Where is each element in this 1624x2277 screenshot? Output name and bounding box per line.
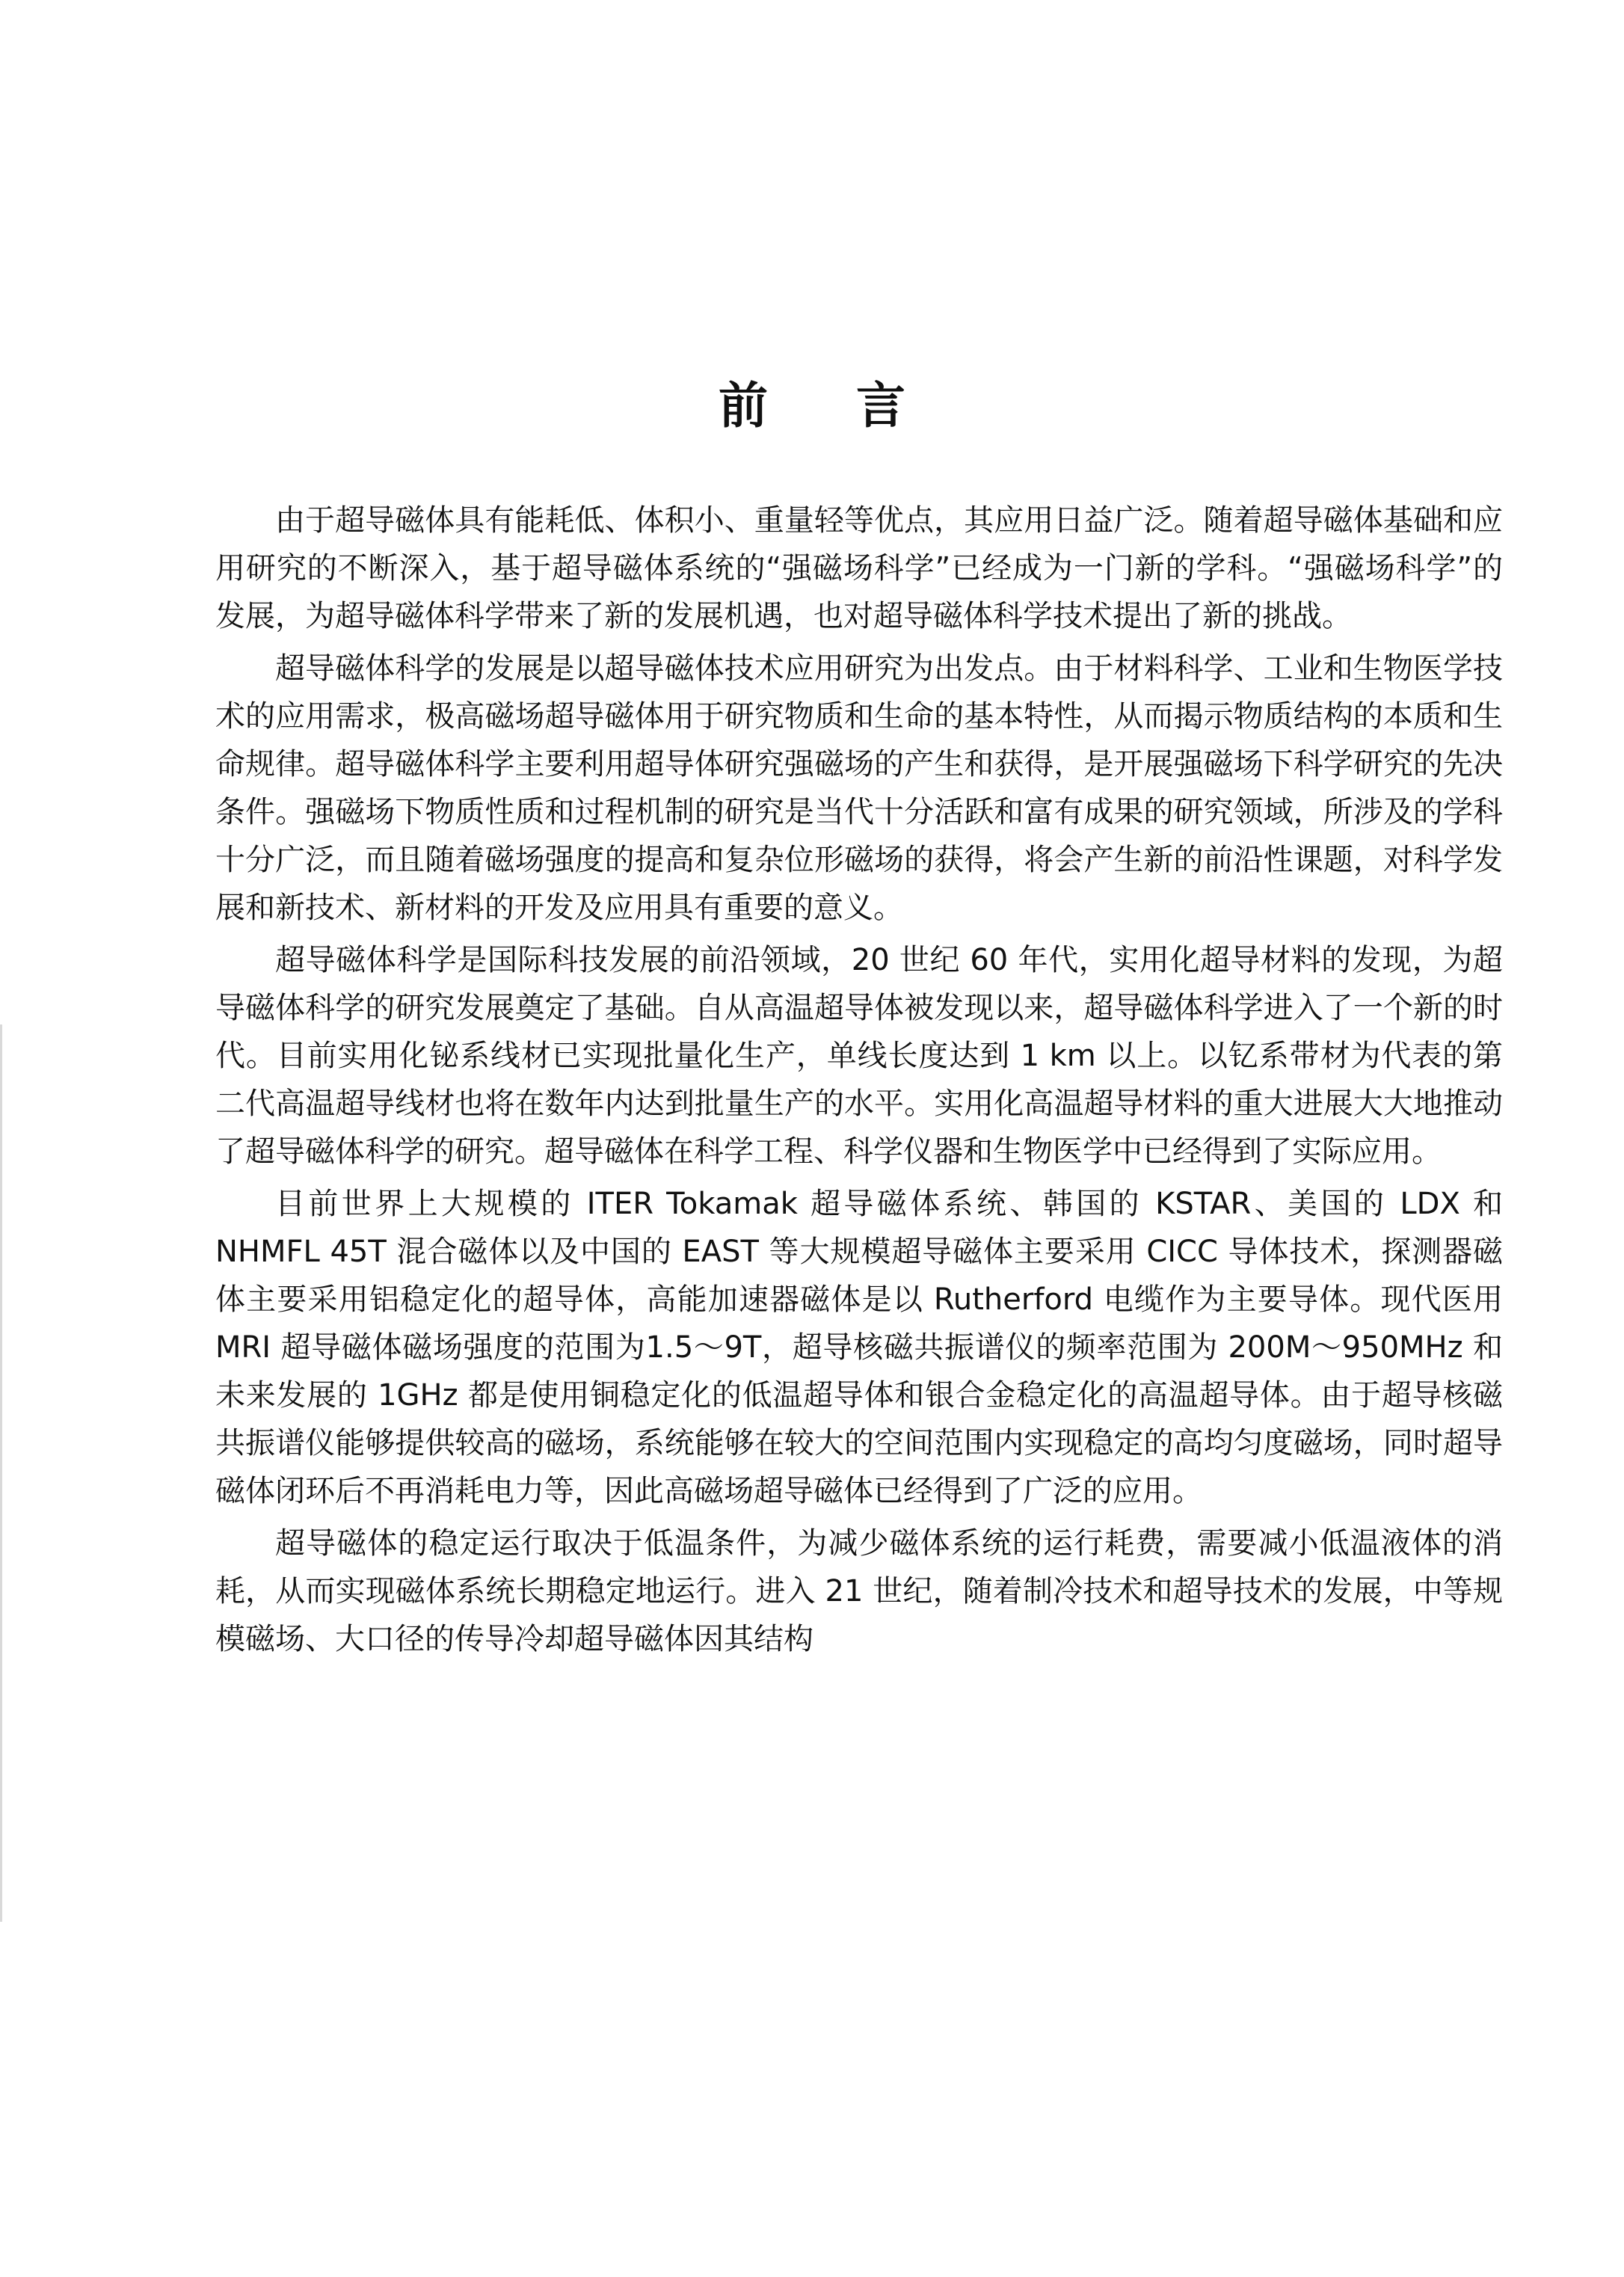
paragraph-1: 由于超导磁体具有能耗低、体积小、重量轻等优点，其应用日益广泛。随着超导磁体基础和应用研究的不断深入，基于超导磁体系统的“强磁场科学”已经成为一门新的学科。“强磁场科学”的发展，为超导磁体科学带来了新的发展机遇，也对超导磁体科学技术提出了新的挑战。 [215,503,1503,633]
paragraph-2: 超导磁体科学的发展是以超导磁体技术应用研究为出发点。由于材料科学、工业和生物医学技术的应用需求，极高磁场超导磁体用于研究物质和生命的基本特性，从而揭示物质结构的本质和生命规律。超导磁体科学主要利用超导体研究强磁场的产生和获得，是开展强磁场下科学研究的先决条件。强磁场下物质性质和过程机制的研究是当代十分活跃和富有成果的研究领域，所涉及的学科十分广泛，而且随着磁场强度的提高和复杂位形磁场的获得，将会产生新的前沿性课题，对科学发展和新技术、新材料的开发及应用具有重要的意义。 [215,651,1503,925]
paragraph-5: 超导磁体的稳定运行取决于低温条件，为减少磁体系统的运行耗费，需要减小低温液体的消耗，从而实现磁体系统长期稳定地运行。进入 21 世纪，随着制冷技术和超导技术的发展，中等规模磁场、大口径的传导冷却超导磁体因其结构 [215,1526,1503,1656]
preface-body [215,497,1503,1668]
scan-margin-line [0,1024,2,1922]
paragraph-4: 目前世界上大规模的 ITER Tokamak 超导磁体系统、韩国的 KSTAR、美国的 LDX 和 NHMFL 45T 混合磁体以及中国的 EAST 等大规模超导磁体主要采用 CICC 导体技术，探测器磁体主要采用铝稳定化的超导体，高能加速器磁体是以 Rutherford 电缆作为主要导体。现代医用 MRI 超导磁体磁场强度的范围为1.5～9T，超导核磁共振谱仪的频率范围为 200M～950MHz 和未来发展的 1GHz 都是使用铜稳定化的低温超导体和银合金稳定化的高温超导体。由于超导核磁共振谱仪能够提供较高的磁场，系统能够在较大的空间范围内实现稳定的高均匀度磁场，同时超导磁体闭环后不再消耗电力等，因此高磁场超导磁体已经得到了广泛的应用。 [215,1187,1503,1508]
paragraph-3: 超导磁体科学是国际科技发展的前沿领域，20 世纪 60 年代，实用化超导材料的发现，为超导磁体科学的研究发展奠定了基础。自从高温超导体被发现以来，超导磁体科学进入了一个新的时代。目前实用化铋系线材已实现批量化生产，单线长度达到 1 km 以上。以钇系带材为代表的第二代高温超导线材也将在数年内达到批量生产的水平。实用化高温超导材料的重大进展大大地推动了超导磁体科学的研究。超导磁体在科学工程、科学仪器和生物医学中已经得到了实际应用。 [215,943,1503,1169]
page-title: 前言 [719,377,994,434]
